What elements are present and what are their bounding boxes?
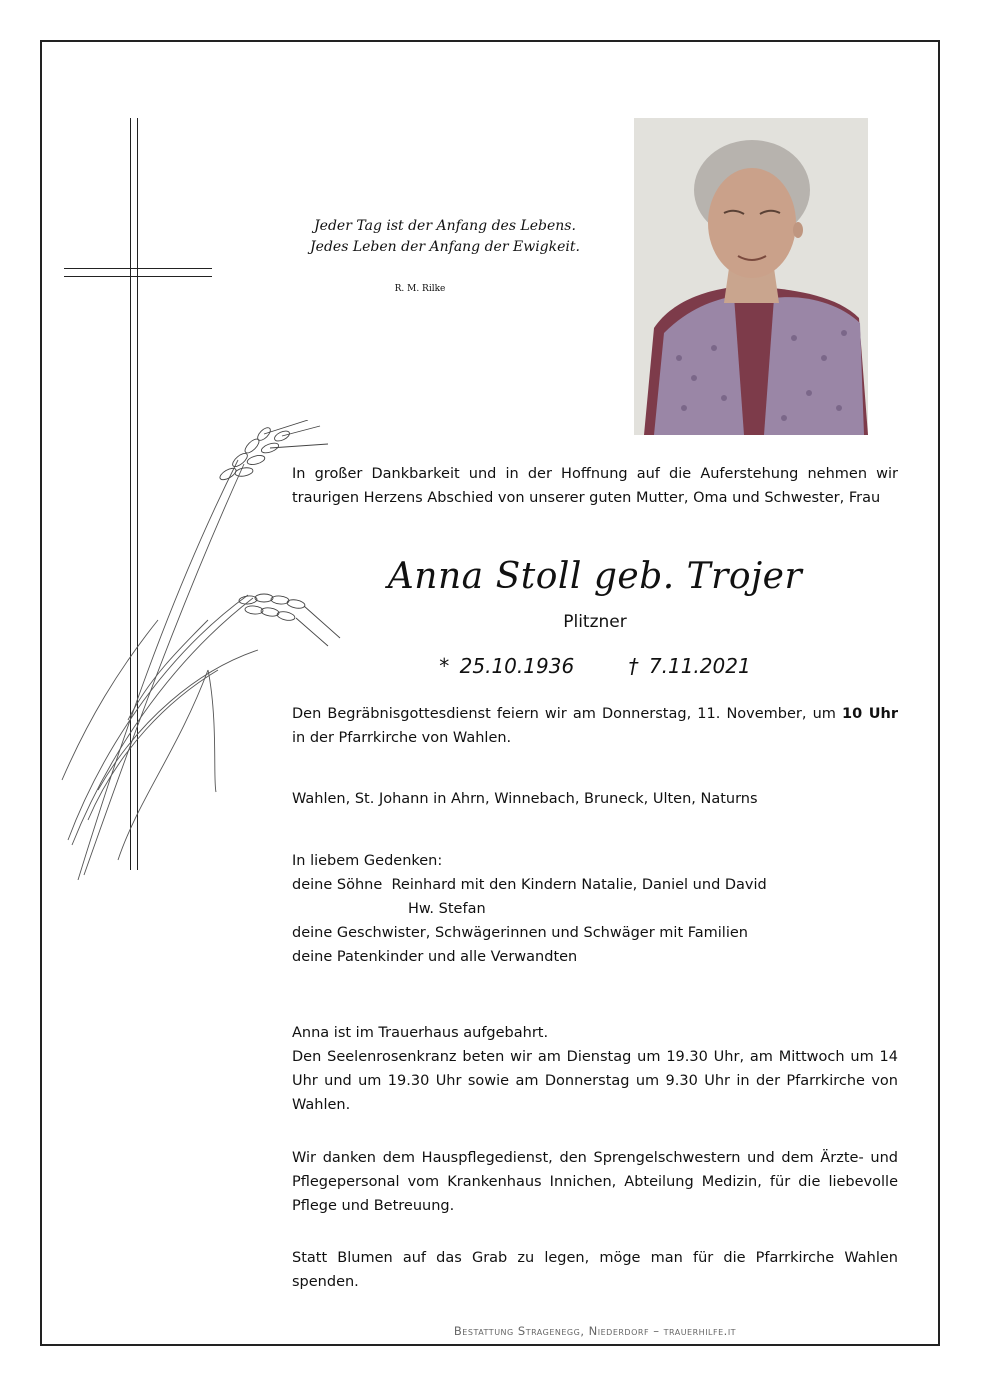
funeral-text-after: in der Pfarrkirche von Wahlen. [292,730,512,746]
rosary-text: Den Seelenrosenkranz beten wir am Dienstag um 19.30 Uhr, am Mittwoch um 14 Uhr und um 19.30 Uhr sowie am Donnerstag um 9.30 Uhr in der Pfarrkirche von Wahlen. [292,1049,898,1113]
wake-block [292,1021,898,1117]
deceased-alias: Plitzner [563,612,627,632]
memory-sons-label: deine Söhne [292,877,383,893]
memory-block [292,849,898,969]
quote-block [295,216,595,258]
mourning-places: Wahlen, St. Johann in Ahrn, Winnebach, Bruneck, Ulten, Naturns [292,791,758,807]
memory-siblings: deine Geschwister, Schwägerinnen und Schwäger mit Familien [292,925,748,941]
funeral-text [292,702,898,750]
memory-godchildren: deine Patenkinder und alle Verwandten [292,949,578,965]
life-dates [292,654,898,678]
wake-line-1: Anna ist im Trauerhaus aufgebahrt. [292,1025,549,1041]
death-date: † 7.11.2021 [628,654,751,678]
quote-line-1: Jeder Tag ist der Anfang des Lebens. [314,218,576,234]
cross-horizontal-beam [64,268,212,277]
birth-date: * 25.10.1936 [439,654,575,678]
deceased-name: Anna Stoll geb. Trojer [387,556,803,597]
funeral-time: 10 Uhr [842,706,898,722]
flowers-text: Statt Blumen auf das Grab zu legen, möge man für die Pfarrkirche Wahlen spenden. [292,1250,898,1290]
memory-heading: In liebem Gedenken: [292,853,443,869]
memory-sons-row [292,873,898,897]
memory-sons-line-2: Hw. Stefan [408,901,486,917]
quote-author: R. M. Rilke [394,284,446,294]
quote-line-2: Jedes Leben der Anfang der Ewigkeit. [310,239,580,255]
funeral-text-before: Den Begräbnisgottesdienst feiern wir am Donnerstag, 11. November, um [292,706,843,722]
intro-text: In großer Dankbarkeit und in der Hoffnung auf die Auferstehung nehmen wir traurigen Herzens Abschied von unserer guten Mutter, Oma und Schwester, Frau [292,466,898,506]
thanks-text: Wir danken dem Hauspflegedienst, den Sprengelschwestern und dem Ärzte- und Pflegepersonal vom Krankenhaus Innichen, Abteilung Medizin, für die liebevolle Pflege und Betreuung. [292,1150,898,1214]
memory-sons-line-1: Reinhard mit den Kindern Natalie, Daniel und David [391,877,767,893]
funeral-home-footer: Bestattung Stragenegg, Niederdorf – trauerhilfe.it [453,1324,737,1338]
portrait-photo [634,118,868,435]
